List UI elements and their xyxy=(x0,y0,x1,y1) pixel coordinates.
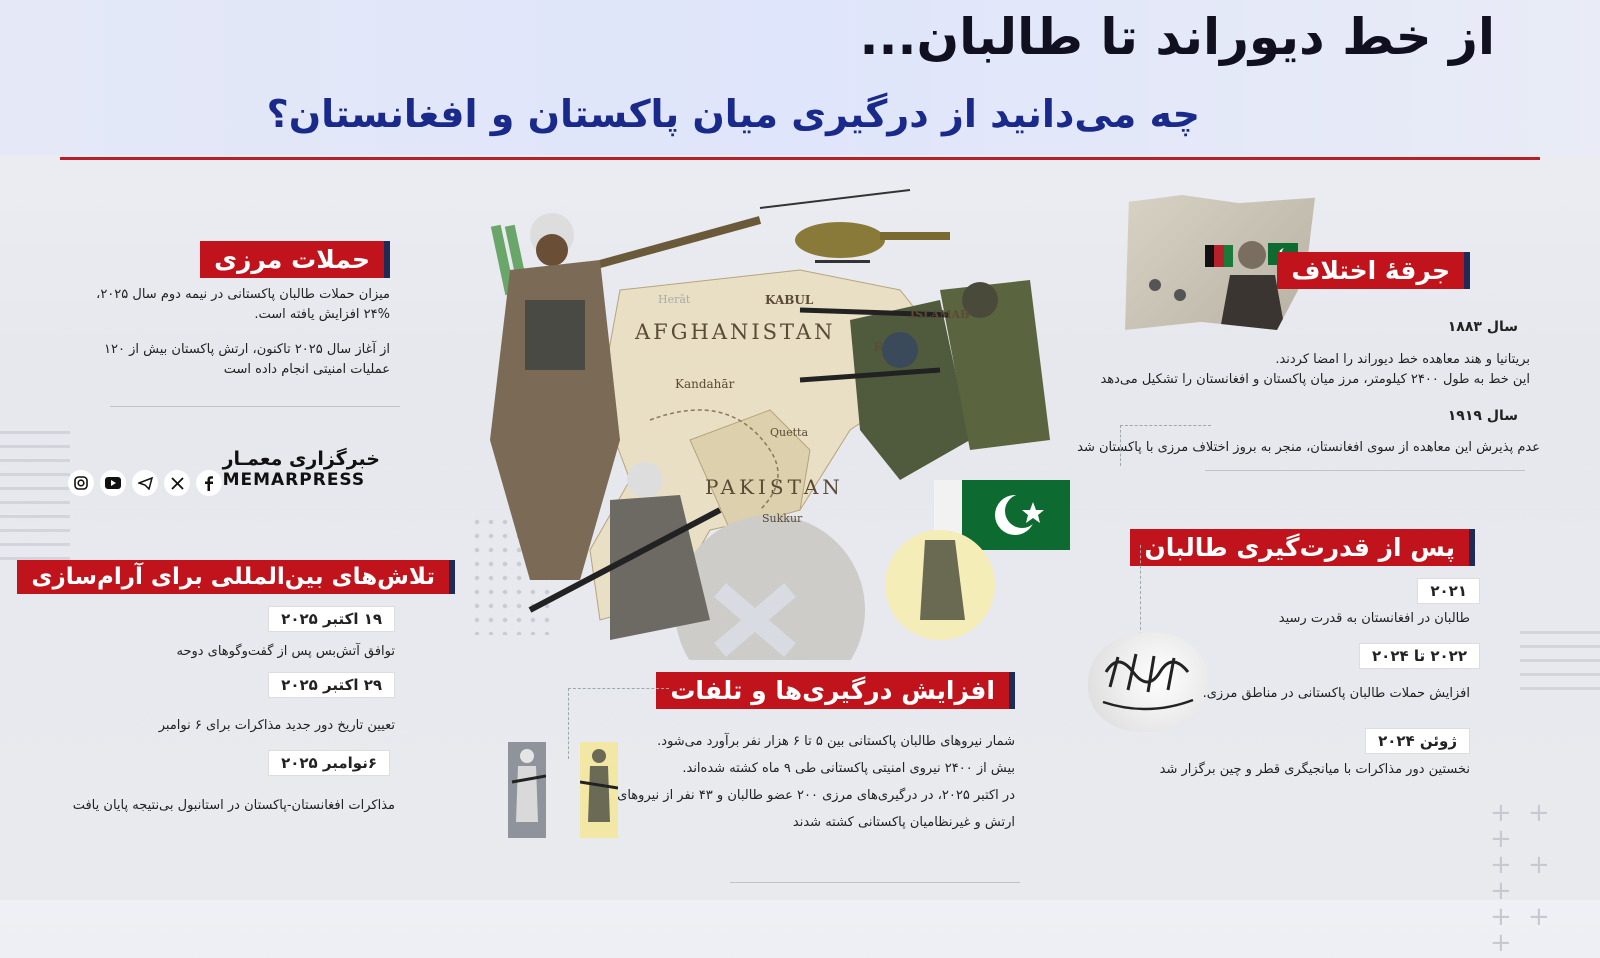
taliban-heading: پس از قدرت‌گیری طالبان xyxy=(1130,529,1475,566)
map-label-kabul: KABUL xyxy=(765,293,814,307)
casualties-heading: افزایش درگیری‌ها و تلفات xyxy=(656,672,1015,709)
social-links xyxy=(62,470,222,496)
peace-text-2: تعیین تاریخ دور جدید مذاکرات برای ۶ نوامبر xyxy=(158,718,395,733)
casualties-line-4: ارتش و غیرنظامیان پاکستانی کشته شدند xyxy=(792,815,1015,830)
dispute-text-1a: بریتانیا و هند معاهده خط دیوراند را امضا کردند. xyxy=(1275,352,1530,367)
dispute-year-1: سال ۱۸۸۳ xyxy=(1447,319,1518,335)
shahada-script-graphic xyxy=(1088,632,1208,732)
page-subtitle: چه می‌دانید از درگیری میان پاکستان و افغانستان؟ xyxy=(266,92,1200,136)
page-title: از خط دیوراند تا طالبان... xyxy=(859,8,1495,66)
x-icon[interactable] xyxy=(164,470,190,496)
map-label-sukkur: Sukkur xyxy=(762,512,803,525)
instagram-icon[interactable] xyxy=(68,470,94,496)
casualties-line-3: در اکتبر ۲۰۲۵، در درگیری‌های مرزی ۲۰۰ عضو طالبان و ۴۳ نفر از نیروهای xyxy=(617,788,1015,803)
dispute-text-1 xyxy=(1050,350,1530,390)
map-label-islamabad: ISLAMAB xyxy=(910,308,970,321)
fighter-icon-taliban xyxy=(508,742,546,838)
taliban-text-1: طالبان در افغانستان به قدرت رسید xyxy=(1278,611,1470,626)
header-divider xyxy=(60,157,1540,160)
agency-logo xyxy=(223,448,380,490)
taliban-flag xyxy=(1088,632,1208,732)
dispute-heading: جرقهٔ اختلاف xyxy=(1277,252,1470,289)
youtube-icon[interactable] xyxy=(100,470,126,496)
telegram-icon[interactable] xyxy=(132,470,158,496)
collage-graphic xyxy=(470,180,1090,660)
dispute-connector xyxy=(1120,425,1211,466)
casualties-text xyxy=(615,728,1015,836)
dispute-text-2: عدم پذیرش این معاهده از سوی افغانستان، منجر به بروز اختلاف مرزی با پاکستان شد xyxy=(1077,440,1540,455)
border-attacks-line-2a: از آغاز سال ۲۰۲۵ تاکنون، ارتش پاکستان بیش از ۱۲۰ xyxy=(104,342,390,357)
casualties-line-2: بیش از ۲۴۰۰ نیروی امنیتی پاکستانی طی ۹ ماه کشته شده‌اند. xyxy=(682,761,1015,776)
border-attacks-text-1 xyxy=(90,285,390,325)
border-attacks-line-1b: ۲۴% افزایش یافته است. xyxy=(254,307,390,322)
casualties-divider xyxy=(730,882,1020,883)
border-attacks-line-1a: میزان حملات طالبان پاکستانی در نیمه دوم سال ۲۰۲۵، xyxy=(96,287,390,302)
map-label-fragment: R xyxy=(874,340,884,354)
fighter-silhouette xyxy=(508,742,546,838)
facebook-icon[interactable] xyxy=(196,470,222,496)
dispute-text-1b: این خط به طول ۲۴۰۰ کیلومتر، مرز میان پاکستان و افغانستان را تشکیل می‌دهد xyxy=(1100,372,1530,387)
border-attacks-divider xyxy=(110,406,400,407)
dispute-year-2: سال ۱۹۱۹ xyxy=(1447,408,1518,424)
soldier-icon-pakistan xyxy=(580,742,618,838)
peace-date-3: ۶نوامبر ۲۰۲۵ xyxy=(268,750,390,776)
border-attacks-line-2b: عملیات امنیتی انجام داده است xyxy=(223,362,390,377)
peace-heading: تلاش‌های بین‌المللی برای آرام‌سازی xyxy=(17,560,455,594)
dispute-divider xyxy=(1205,470,1525,471)
map-label-herat: Herāt xyxy=(658,293,691,306)
agency-name-en: MEMARPRESS xyxy=(222,470,366,490)
taliban-text-2: افزایش حملات طالبان پاکستانی در مناطق مرزی. xyxy=(1202,686,1470,701)
taliban-date-2: ۲۰۲۲ تا ۲۰۲۴ xyxy=(1359,643,1480,669)
map-label-pakistan: PAKISTAN xyxy=(705,475,844,499)
taliban-date-1: ۲۰۲۱ xyxy=(1417,578,1480,604)
map-label-kandahar: Kandahār xyxy=(675,377,735,391)
border-attacks-text-2 xyxy=(90,340,390,380)
left-decor-stripes xyxy=(0,430,70,560)
taliban-date-3: ژوئن ۲۰۲۴ xyxy=(1365,728,1470,754)
taliban-text-3: نخستین دور مذاکرات با میانجیگری قطر و چین برگزار شد xyxy=(1159,762,1470,777)
conflict-collage xyxy=(470,180,1090,660)
map-label-afghanistan: AFGHANISTAN xyxy=(635,320,836,344)
border-attacks-heading: حملات مرزی xyxy=(200,241,390,278)
casualties-line-1: شمار نیروهای طالبان پاکستانی بین ۵ تا ۶ هزار نفر برآورد می‌شود. xyxy=(657,734,1015,749)
peace-text-1: توافق آتش‌بس پس از گفت‌وگوهای دوحه xyxy=(176,644,395,659)
plus-pattern: + + + + + + + + + xyxy=(1490,798,1554,958)
peace-date-1: ۱۹ اکتبر ۲۰۲۵ xyxy=(268,606,395,632)
right-decor-stripes xyxy=(1520,620,1600,690)
peace-date-2: ۲۹ اکتبر ۲۰۲۵ xyxy=(268,672,395,698)
map-label-quetta: Quetta xyxy=(770,426,809,439)
soldier-silhouette xyxy=(580,742,618,838)
taliban-timeline-line xyxy=(1140,545,1141,635)
agency-name-fa: خبرگزاری معمـار xyxy=(222,448,380,470)
peace-text-3: مذاکرات افغانستان-پاکستان در استانبول بی‌نتیجه پایان یافت xyxy=(72,798,395,813)
